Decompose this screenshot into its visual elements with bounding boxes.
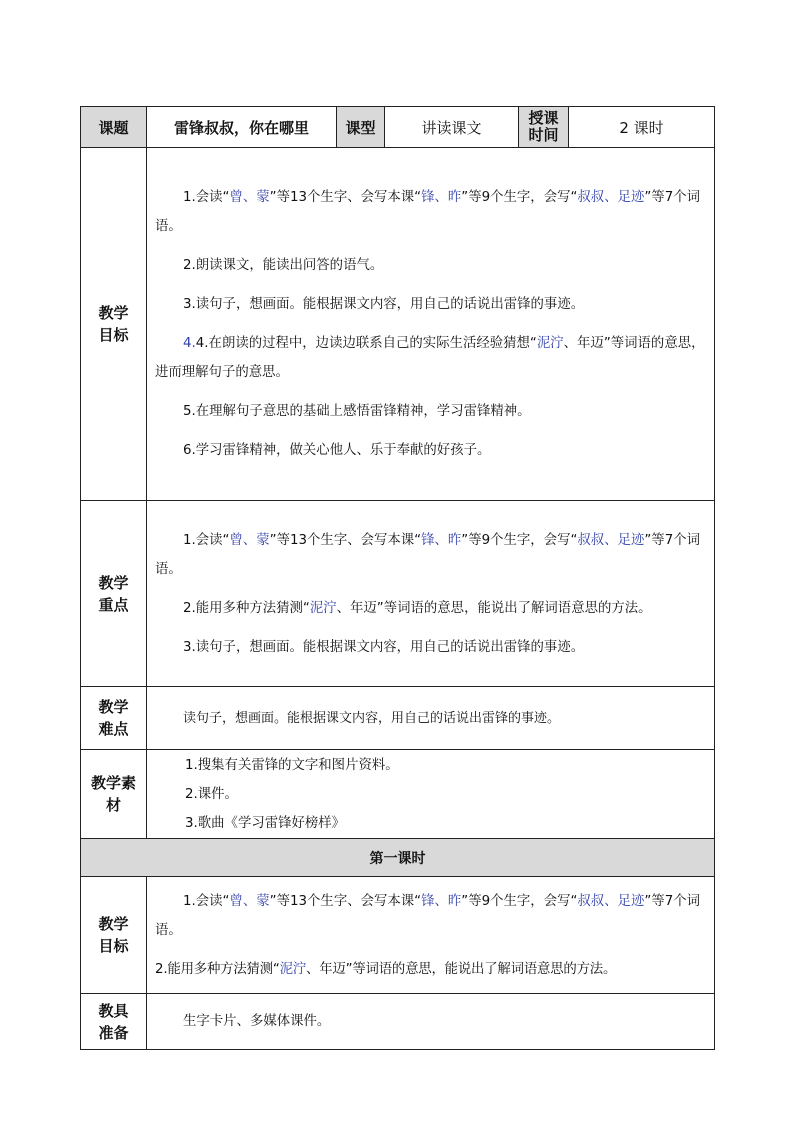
lesson1-objectives-content bbox=[147, 877, 715, 994]
class-time-value: 2 课时 bbox=[569, 107, 715, 148]
materials-label-line1: 教学素 bbox=[90, 774, 136, 792]
lesson1-section-row bbox=[81, 839, 715, 877]
key-point-item: 3.读句子，想画面。能根据课文内容，用自己的话说出雷锋的事迹。 bbox=[183, 639, 585, 655]
lesson1-objective-item: 2.能用多种方法猜测“泥泞、年迈”等词语的意思，能说出了解词语意思的方法。 bbox=[155, 961, 617, 977]
header-row bbox=[81, 107, 715, 148]
lesson1-title: 第一课时 bbox=[81, 839, 715, 877]
objectives-label bbox=[81, 148, 147, 501]
difficulties-label-line1: 教学 bbox=[98, 698, 129, 716]
objectives-label-line1: 教学 bbox=[98, 304, 129, 322]
difficulties-row bbox=[81, 687, 715, 750]
lesson1-tools-text: 生字卡片、多媒体课件。 bbox=[183, 1014, 331, 1029]
materials-row bbox=[81, 750, 715, 839]
subject-label: 课题 bbox=[81, 107, 147, 148]
difficulties-label bbox=[81, 687, 147, 750]
materials-label bbox=[81, 750, 147, 839]
key-points-label-line1: 教学 bbox=[98, 573, 129, 592]
objective-item: 1.会读“曾、蒙”等13个生字、会写本课“锋、昨”等9个生字，会写“叔叔、足迹”等7个词语。 bbox=[155, 190, 701, 234]
materials-label-line2: 材 bbox=[105, 796, 121, 814]
lesson-plan-table bbox=[80, 106, 715, 1050]
key-points-label bbox=[81, 501, 147, 687]
objective-item: 6.学习雷锋精神，做关心他人、乐于奉献的好孩子。 bbox=[183, 443, 491, 458]
lesson1-objective-item: 1.会读“曾、蒙”等13个生字、会写本课“锋、昨”等9个生字，会写“叔叔、足迹”等7个词语。 bbox=[155, 893, 701, 938]
materials-content bbox=[147, 750, 715, 839]
material-item: 1.搜集有关雷锋的文字和图片资料。 bbox=[185, 757, 399, 773]
lesson1-objectives-label bbox=[81, 877, 147, 994]
lesson1-tools-row bbox=[81, 994, 715, 1050]
lesson1-tools-label bbox=[81, 994, 147, 1050]
class-time-label-line2: 时间 bbox=[528, 126, 559, 144]
objective-item: 2.朗读课文，能读出问答的语气。 bbox=[183, 258, 384, 273]
key-points-row bbox=[81, 501, 715, 687]
class-time-label bbox=[519, 107, 569, 148]
lesson1-tools-label-line2: 准备 bbox=[98, 1023, 129, 1042]
subject-value: 雷锋叔叔，你在哪里 bbox=[147, 107, 337, 148]
lesson1-tools-label-line1: 教具 bbox=[98, 1001, 129, 1020]
objective-item: 5.在理解句子意思的基础上感悟雷锋精神，学习雷锋精神。 bbox=[183, 404, 531, 419]
objectives-label-line2: 目标 bbox=[98, 326, 129, 344]
lesson1-tools-content bbox=[147, 994, 715, 1050]
objectives-row bbox=[81, 148, 715, 501]
key-point-item: 1.会读“曾、蒙”等13个生字、会写本课“锋、昨”等9个生字，会写“叔叔、足迹”等7个词语。 bbox=[155, 532, 701, 577]
lesson1-objectives-row bbox=[81, 877, 715, 994]
material-item: 2.课件。 bbox=[185, 786, 238, 802]
difficulty-text: 读句子，想画面。能根据课文内容，用自己的话说出雷锋的事迹。 bbox=[183, 710, 561, 726]
objective-item: 3.读句子，想画面。能根据课文内容，用自己的话说出雷锋的事迹。 bbox=[183, 297, 585, 312]
material-item: 3.歌曲《学习雷锋好榜样》 bbox=[185, 815, 346, 831]
objectives-content bbox=[147, 148, 715, 501]
key-point-item: 2.能用多种方法猜测“泥泞、年迈”等词语的意思，能说出了解词语意思的方法。 bbox=[183, 600, 652, 616]
difficulties-content bbox=[147, 687, 715, 750]
lesson1-objectives-label-line1: 教学 bbox=[98, 915, 129, 933]
key-points-label-line2: 重点 bbox=[98, 595, 129, 614]
class-time-label-line1: 授课 bbox=[528, 109, 559, 127]
lesson1-objectives-label-line2: 目标 bbox=[98, 937, 129, 955]
objective-item: 4.4.在朗读的过程中，边读边联系自己的实际生活经验猜想“泥泞、年迈”等词语的意思，进而理解句子的意思。 bbox=[155, 336, 705, 380]
key-points-content bbox=[147, 501, 715, 687]
difficulties-label-line2: 难点 bbox=[98, 720, 129, 738]
lesson-type-label: 课型 bbox=[337, 107, 385, 148]
lesson-type-value: 讲读课文 bbox=[385, 107, 519, 148]
